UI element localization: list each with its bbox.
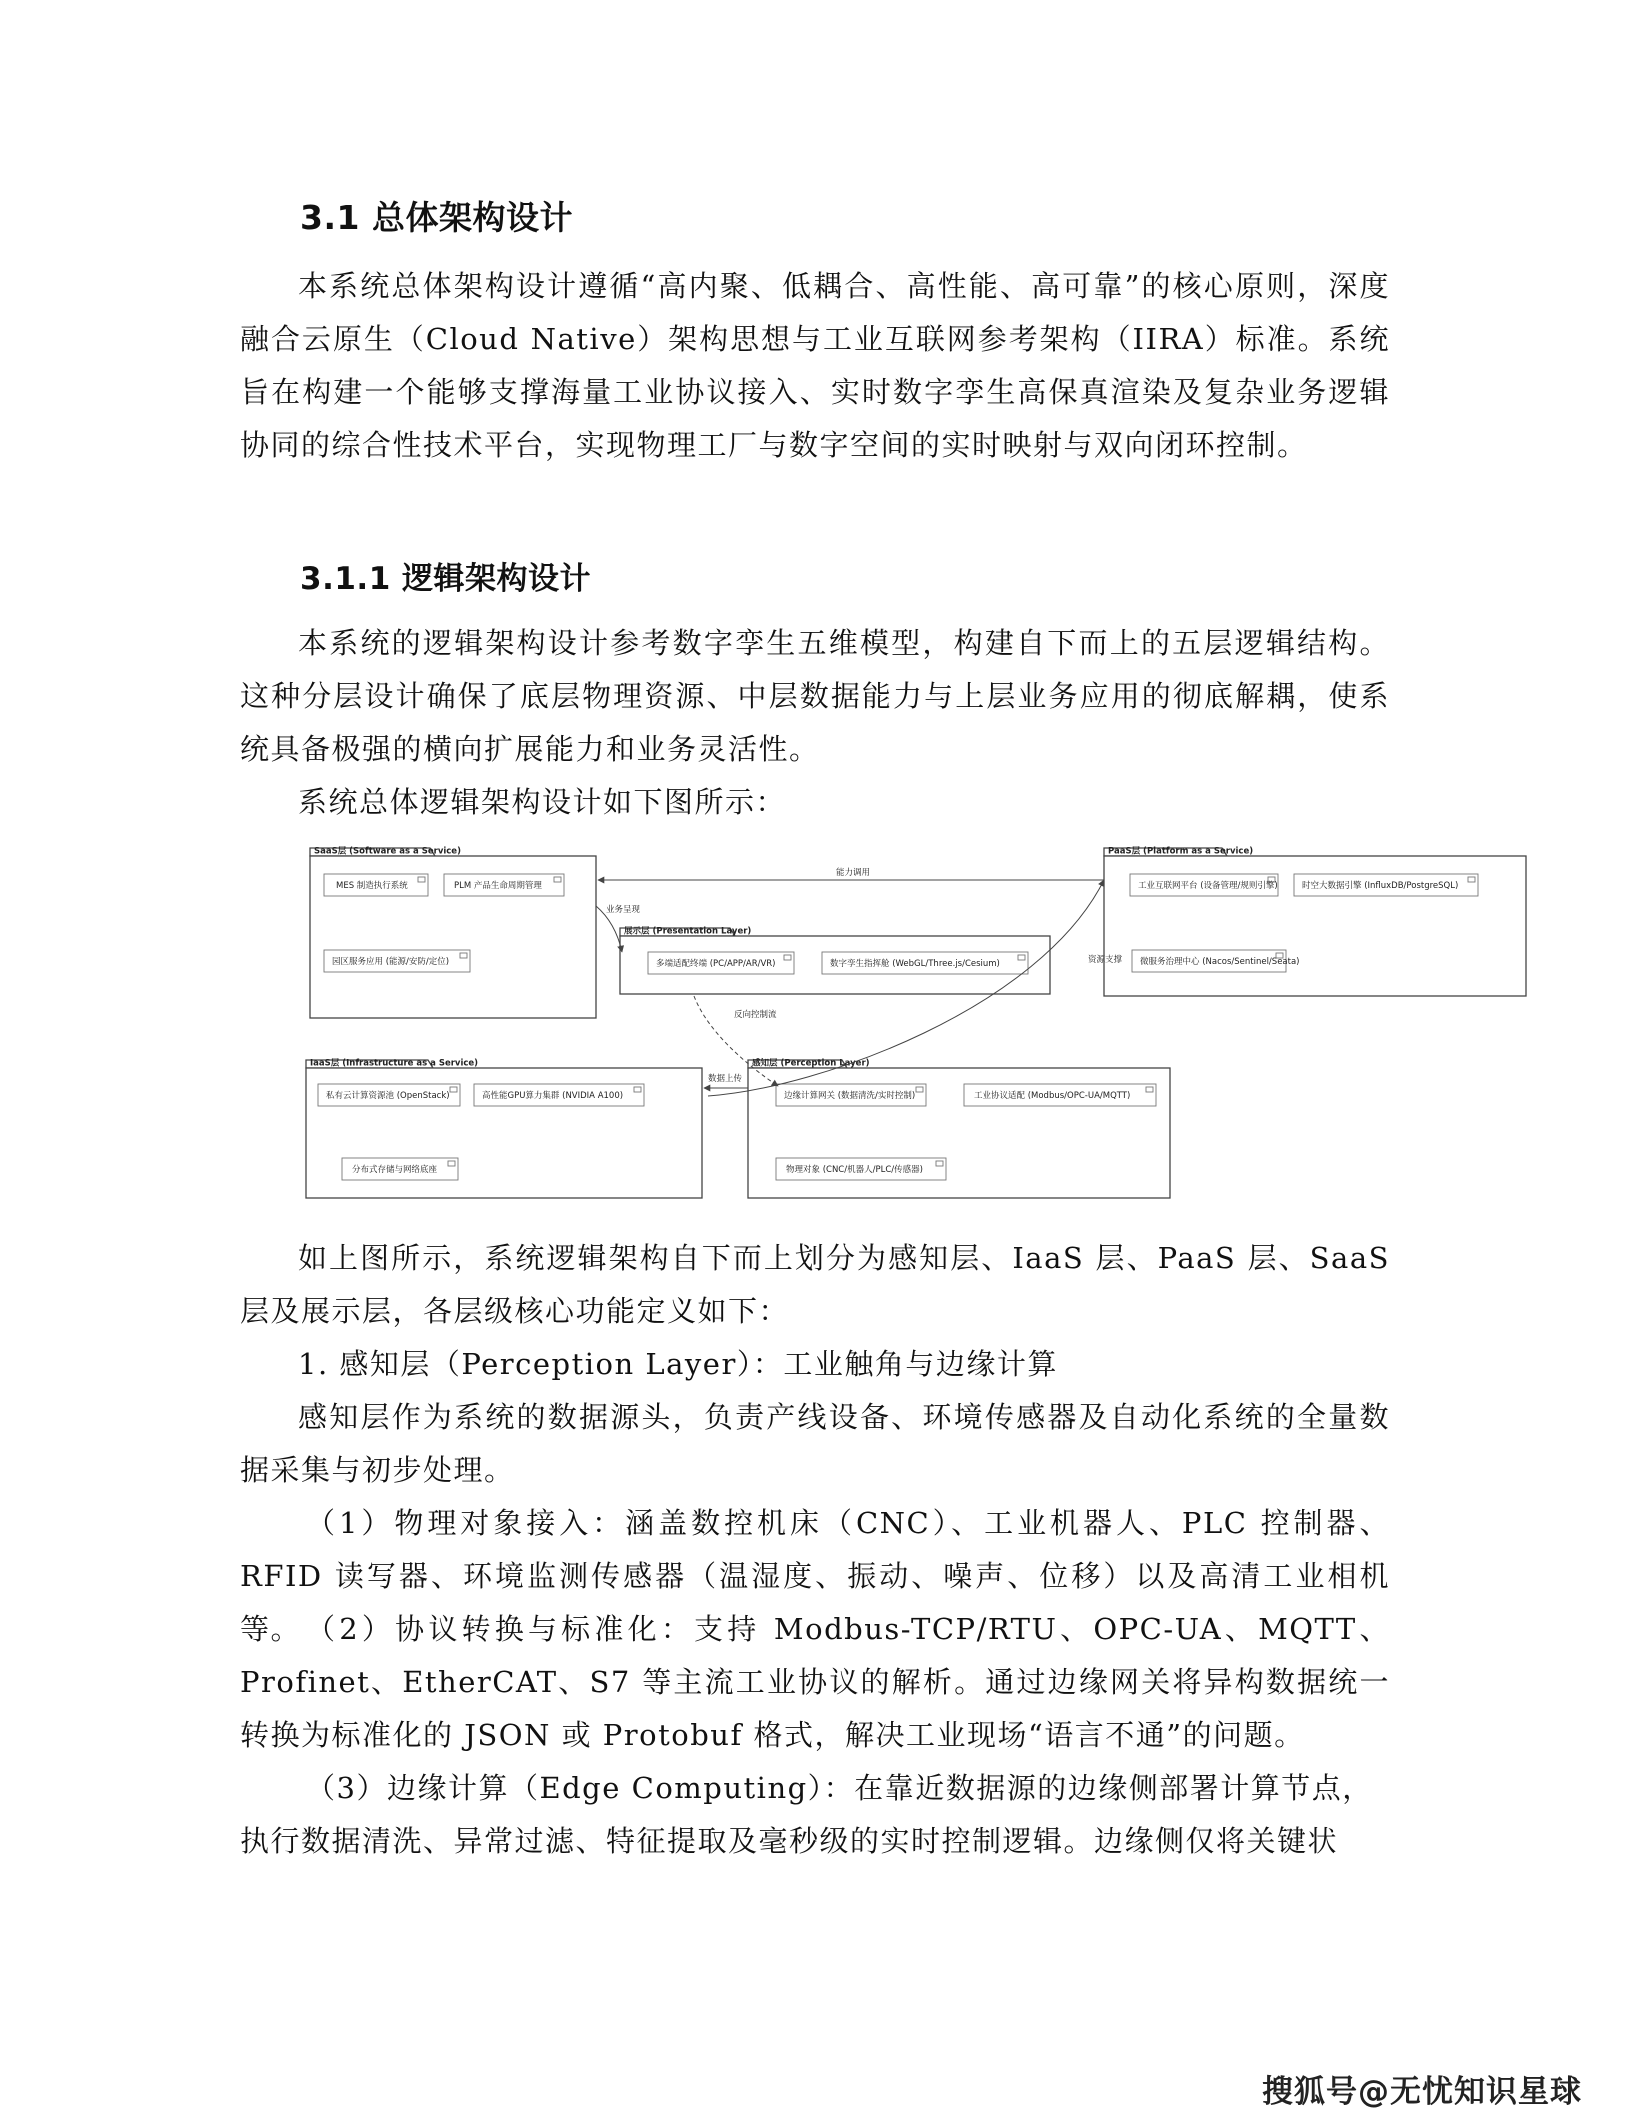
component-protocol-adapter-label: 工业协议适配 (Modbus/OPC-UA/MQTT): [974, 1091, 1131, 1101]
component-spatiotemporal-engine-label: 时空大数据引擎 (InfluxDB/PostgreSQL): [1302, 881, 1459, 891]
component-iiot-platform-label: 工业互联网平台 (设备管理/规则引擎): [1138, 881, 1278, 891]
component-iiot-platform: [1130, 874, 1278, 896]
iaas-layer-package: [306, 1058, 702, 1199]
perception-layer-title: 感知层 (Perception Layer): [752, 1058, 870, 1069]
paas-layer-package: [1104, 846, 1526, 997]
logical-architecture-diagram: [300, 838, 1550, 1214]
component-park-services-label: 园区服务应用 (能源/安防/定位): [332, 957, 450, 967]
edge-label-business-present: 业务呈现: [606, 905, 641, 915]
paragraph-physical-objects: （1）物理对象接入：涵盖数控机床（CNC）、工业机器人、PLC 控制器、RFID 读写器、环境监测传感器（温湿度、振动、噪声、位移）以及高清工业相机等。: [240, 1506, 1390, 1646]
paragraph-architecture-principles: 本系统总体架构设计遵循“高内聚、低耦合、高性能、高可靠”的核心原则，深度融合云原生（Cloud Native）架构思想与工业互联网参考架构（IIRA）标准。系统旨在构建一个能够支撑海量工业协议接入、实时数字孪生高保真渲染及复杂业务逻辑协同的综合性技术平台，实现物理工厂与数字空间的实时映射与双向闭环控制。: [240, 269, 1390, 462]
edge-label-capability-call: 能力调用: [836, 868, 871, 878]
component-private-cloud-label: 私有云计算资源池 (OpenStack): [326, 1091, 450, 1101]
saas-layer-package: [310, 846, 596, 1019]
component-edge-gateway-label: 边缘计算网关 (数据清洗/实时控制): [784, 1091, 916, 1101]
component-plm-label: PLM 产品生命周期管理: [454, 881, 542, 891]
component-protocol-adapter: [964, 1084, 1156, 1106]
edge-label-reverse-control: 反向控制流: [734, 1010, 777, 1020]
paragraph-protocol-conversion: （2）协议转换与标准化：支持 Modbus-TCP/RTU、OPC-UA、MQTT、Profinet、EtherCAT、S7 等主流工业协议的解析。通过边缘网关将异构数据统一转换为标准化的 JSON 或 Protobuf 格式，解决工业现场“语言不通”的问题。: [240, 1612, 1390, 1752]
paragraph-figure-intro: 系统总体逻辑架构设计如下图所示：: [298, 785, 787, 819]
component-distributed-storage: [342, 1158, 458, 1180]
paragraph-edge-computing-line2: 执行数据清洗、异常过滤、特征提取及毫秒级的实时控制逻辑。边缘侧仅将关键状: [240, 1824, 1339, 1858]
list-item-perception-layer-title: 1. 感知层（Perception Layer）：工业触角与边缘计算: [298, 1347, 1058, 1381]
iaas-layer-title: IaaS层 (Infrastructure as a Service): [310, 1058, 479, 1069]
presentation-layer-package: [620, 926, 1050, 995]
paragraph-layer-overview: 如上图所示，系统逻辑架构自下而上划分为感知层、IaaS 层、PaaS 层、SaaS 层及展示层，各层级核心功能定义如下：: [240, 1241, 1390, 1328]
section-heading-3-1-1: 3.1.1 逻辑架构设计: [300, 561, 592, 597]
watermark-text: 搜狐号@无忧知识星球: [1262, 2074, 1582, 2110]
saas-layer-title: SaaS层 (Software as a Service): [314, 846, 461, 857]
component-multi-terminal-label: 多端适配终端 (PC/APP/AR/VR): [656, 959, 776, 969]
section-heading-3-1: 3.1 总体架构设计: [300, 198, 573, 237]
component-microservice-governance-label: 微服务治理中心 (Nacos/Sentinel/Seata): [1140, 957, 1300, 967]
component-mes-label: MES 制造执行系统: [336, 881, 408, 891]
paragraph-perception-intro: 感知层作为系统的数据源头，负责产线设备、环境传感器及自动化系统的全量数据采集与初步处理。: [240, 1400, 1390, 1487]
component-plm: [444, 874, 564, 896]
component-microservice-governance: [1132, 950, 1300, 972]
component-physical-objects-label: 物理对象 (CNC/机器人/PLC/传感器): [786, 1165, 923, 1175]
perception-layer-package: [748, 1058, 1170, 1199]
edge-label-data-upload: 数据上传: [708, 1074, 743, 1084]
component-edge-gateway: [776, 1084, 926, 1106]
edge-label-resource-support: 资源支撑: [1088, 955, 1123, 965]
paragraph-logical-architecture: 本系统的逻辑架构设计参考数字孪生五维模型，构建自下而上的五层逻辑结构。这种分层设计确保了底层物理资源、中层数据能力与上层业务应用的彻底解耦，使系统具备极强的横向扩展能力和业务灵活性。: [240, 626, 1390, 766]
component-private-cloud: [318, 1084, 460, 1106]
component-gpu-cluster: [474, 1084, 644, 1106]
presentation-layer-title: 展示层 (Presentation Layer): [624, 926, 752, 937]
component-twin-cockpit: [822, 952, 1028, 974]
component-mes: [324, 874, 428, 896]
component-multi-terminal: [648, 952, 794, 974]
component-twin-cockpit-label: 数字孪生指挥舱 (WebGL/Three.js/Cesium): [830, 959, 1000, 969]
component-spatiotemporal-engine: [1294, 874, 1478, 896]
paas-layer-title: PaaS层 (Platform as a Service): [1108, 846, 1254, 857]
component-distributed-storage-label: 分布式存储与网络底座: [352, 1165, 438, 1175]
component-gpu-cluster-label: 高性能GPU算力集群 (NVIDIA A100): [482, 1091, 624, 1101]
component-park-services: [324, 950, 470, 972]
paragraph-edge-computing-line1: （3）边缘计算（Edge Computing）：在靠近数据源的边缘侧部署计算节点，: [306, 1771, 1373, 1805]
component-physical-objects: [776, 1158, 946, 1180]
